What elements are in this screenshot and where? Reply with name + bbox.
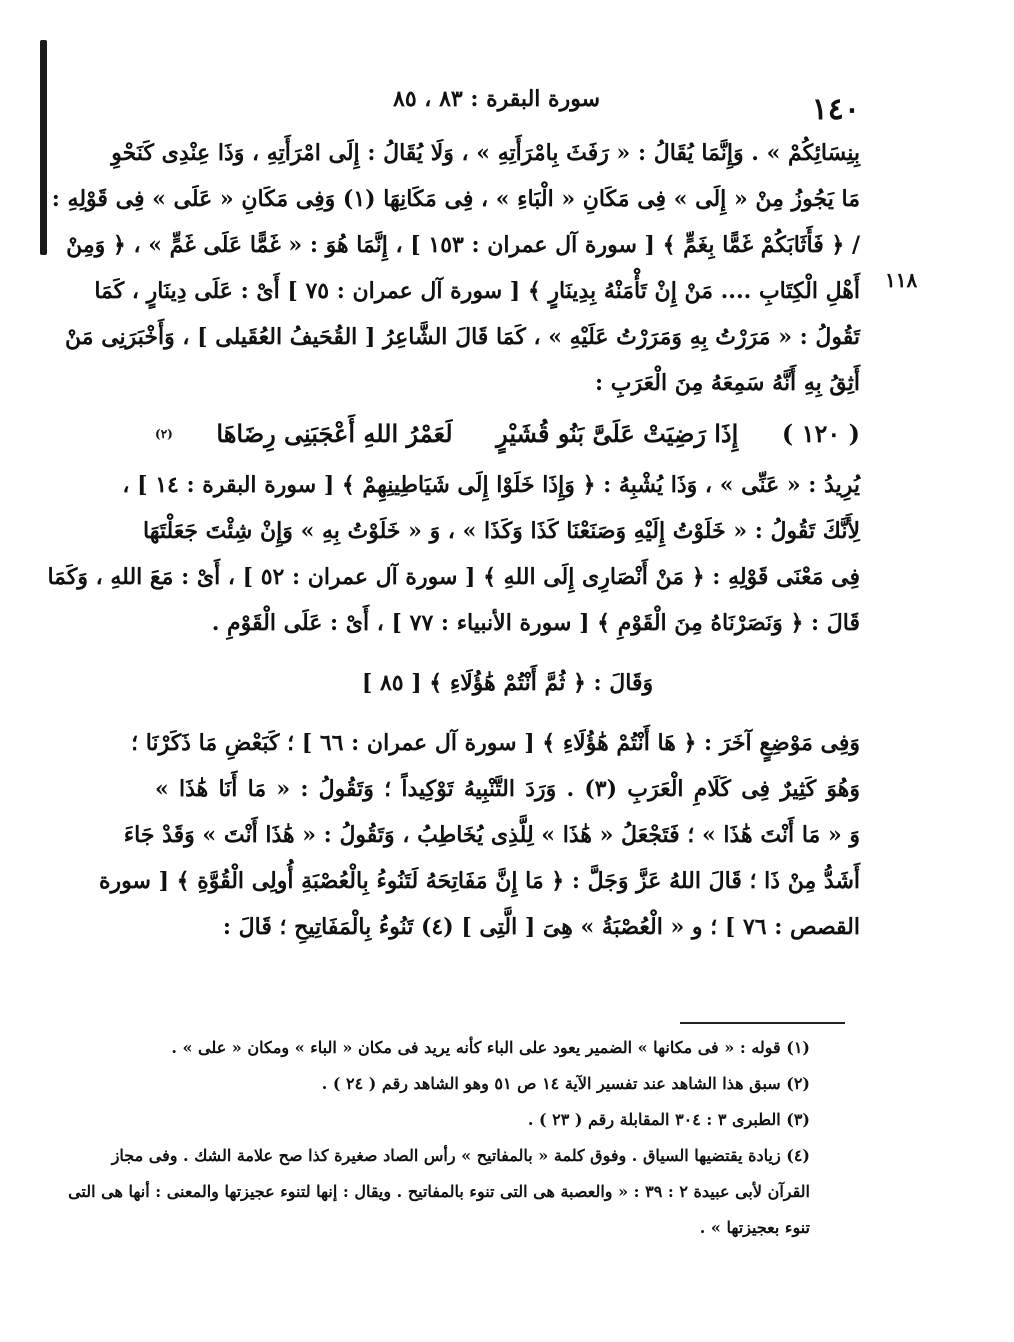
verse-second-hemistich: لَعَمْرُ اللهِ أَعْجَبَنِى رِضَاهَا [216, 419, 453, 448]
text-line: فِى مَعْنَى قَوْلِهِ : ﴿ مَنْ أَنْصَارِى إِلَى اللهِ ﴾ [ سورة آل عمران : ٥٢ ] ، أَىْ : مَعَ اللهِ ، وَكَمَا [47, 564, 860, 590]
text-line: تَقُولُ : « مَرَرْتُ بِهِ وَمَرَرْتُ عَلَيْهِ » ، كَمَا قَالَ الشَّاعِرُ [ القُحَيفُ العُقَيلى ] ، وَأَخْبَرَنِى مَنْ [65, 324, 860, 350]
verse-first-hemistich: إِذَا رَضِيَتْ عَلَىَّ بَنُو قُشَيْرٍ [496, 419, 739, 448]
footnote: (١) قوله : « فى مكانها » الضمير يعود على الباء كأنه يريد فى مكان « الباء » ومكان « على » . [171, 1038, 810, 1057]
footnote-mark: (٢) [155, 427, 173, 441]
text-line: قَالَ : ﴿ وَنَصَرْنَاهُ مِنَ الْقَوْمِ ﴾ [ سورة الأنبياء : ٧٧ ] ، أَىْ : عَلَى الْقَوْمِ . [211, 610, 860, 636]
scan-edge-mark [40, 40, 47, 255]
text-line: وَهُوَ كَثِيرٌ فِى كَلَامِ الْعَرَبِ (٣) . وَرَدَ التَّنْبِيهُ تَوْكِيداً ؛ وَتَقُولُ : « مَا أَنَا هَٰذَا » [155, 776, 860, 802]
main-text [47, 130, 860, 950]
page-number: ١٤٠ [811, 92, 860, 127]
footnote: القرآن لأبى عبيدة ٢ : ٣٩ : « والعصبة هى التى تنوء بالمفاتيح . ويقال : إنها لتنوء عجيزتها والمعنى : أنها هى التى [68, 1182, 810, 1201]
poetry-verse [155, 406, 860, 462]
footnotes [68, 1030, 810, 1246]
text-line: القصص : ٧٦ ] ؛ و « الْعُصْبَةُ » هِىَ [ الَّتِى ] (٤) تَنُوءُ بِالْمَفَاتِيحِ ؛ قَالَ : [222, 914, 860, 940]
text-line: وَ « مَا أَنْتَ هَٰذَا » ؛ فَتَجْعَلُ « هَٰذَا » لِلَّذِى يُخَاطِبُ ، وَتَقُولُ : « هَٰذَا أَنْتَ » وَقَدْ جَاءَ [123, 822, 860, 848]
text-line: وَفِى مَوْضِعٍ آخَرَ : ﴿ هَا أَنْتُمْ هَٰؤُلَاءِ ﴾ [ سورة آل عمران : ٦٦ ] ؛ كَبَعْضِ مَا ذَكَرْنَا ؛ [131, 730, 860, 756]
footnote: تنوء بعجيزتها » . [699, 1218, 810, 1237]
verse-heading: وَقَالَ : ﴿ ثُمَّ أَنْتُمْ هَٰؤُلَاءِ ﴾ [ ٨٥ ] [361, 670, 654, 696]
footnote: (٢) سبق هذا الشاهد عند تفسير الآية ١٤ ص ٥١ وهو الشاهد رقم ( ٢٤ ) . [321, 1074, 810, 1093]
running-head: سورة البقرة : ٨٣ ، ٨٥ [393, 86, 600, 112]
text-line: يُرِيدُ : « عَنِّى » ، وَذَا يُشْبِهُ : ﴿ وَإِذَا خَلَوْا إِلَى شَيَاطِينِهِمْ ﴾ [ سورة البقرة : ١٤ ] ، [122, 472, 860, 498]
footnote: (٣) الطبرى ٣ : ٣٠٤ المقابلة رقم ( ٢٣ ) . [527, 1110, 810, 1129]
text-line: أَثِقُ بِهِ أَنَّهُ سَمِعَهُ مِنَ الْعَرَبِ : [595, 370, 860, 396]
text-line: مَا يَجُوزُ مِنْ « إِلَى » فِى مَكَانِ « الْبَاءِ » ، فِى مَكَانِهَا (١) وَفِى مَكَانِ « عَلَى » فِى قَوْلِهِ : [51, 186, 860, 212]
footnote: (٤) زيادة يقتضيها السياق . وفوق كلمة « بالمفاتيح » رأس الصاد صغيرة كذا صح علامة الشك . وفى مجاز [111, 1146, 810, 1165]
text-line: بِنِسَائِكُمْ » . وَإِنَّمَا يُقَالُ : « رَفَثَ بِامْرَأَتِهِ » ، وَلَا يُقَالُ : إِلَى امْرَأَتِهِ ، وَذَا عِنْدِى كَنَحْوِ [111, 140, 860, 166]
text-line: أَشَدُّ مِنْ ذَا ؛ قَالَ اللهُ عَزَّ وَجَلَّ : ﴿ مَا إِنَّ مَفَاتِحَهُ لَتَنُوءُ بِالْعُصْبَةِ أُولِى الْقُوَّةِ ﴾ [ سورة [98, 868, 860, 894]
margin-number: ١١٨ [885, 268, 918, 292]
text-line: لِأَنَّكَ تَقُولُ : « خَلَوْتُ إِلَيْهِ وَصَنَعْنَا كَذَا وَكَذَا » ، وَ « خَلَوْتُ بِهِ » وَإِنْ شِئْتَ جَعَلْتَهَا [143, 518, 860, 544]
verse-number: ( ١٢٠ ) [781, 419, 860, 448]
text-line: أَهْلِ الْكِتَابِ .... مَنْ إِنْ تَأْمَنْهُ بِدِينَارٍ ﴾ [ سورة آل عمران : ٧٥ ] أَىْ : عَلَى دِينَارٍ ، كَمَا [94, 278, 860, 304]
text-line: / ﴿ فَأَثَابَكُمْ غَمًّا بِغَمٍّ ﴾ [ سورة آل عمران : ١٥٣ ] ، إِنَّمَا هُوَ : « غَمًّا عَلَى غَمٍّ » ، ﴿ وَمِنْ [66, 232, 860, 258]
page-header [160, 82, 860, 127]
footnote-divider [680, 1022, 845, 1024]
